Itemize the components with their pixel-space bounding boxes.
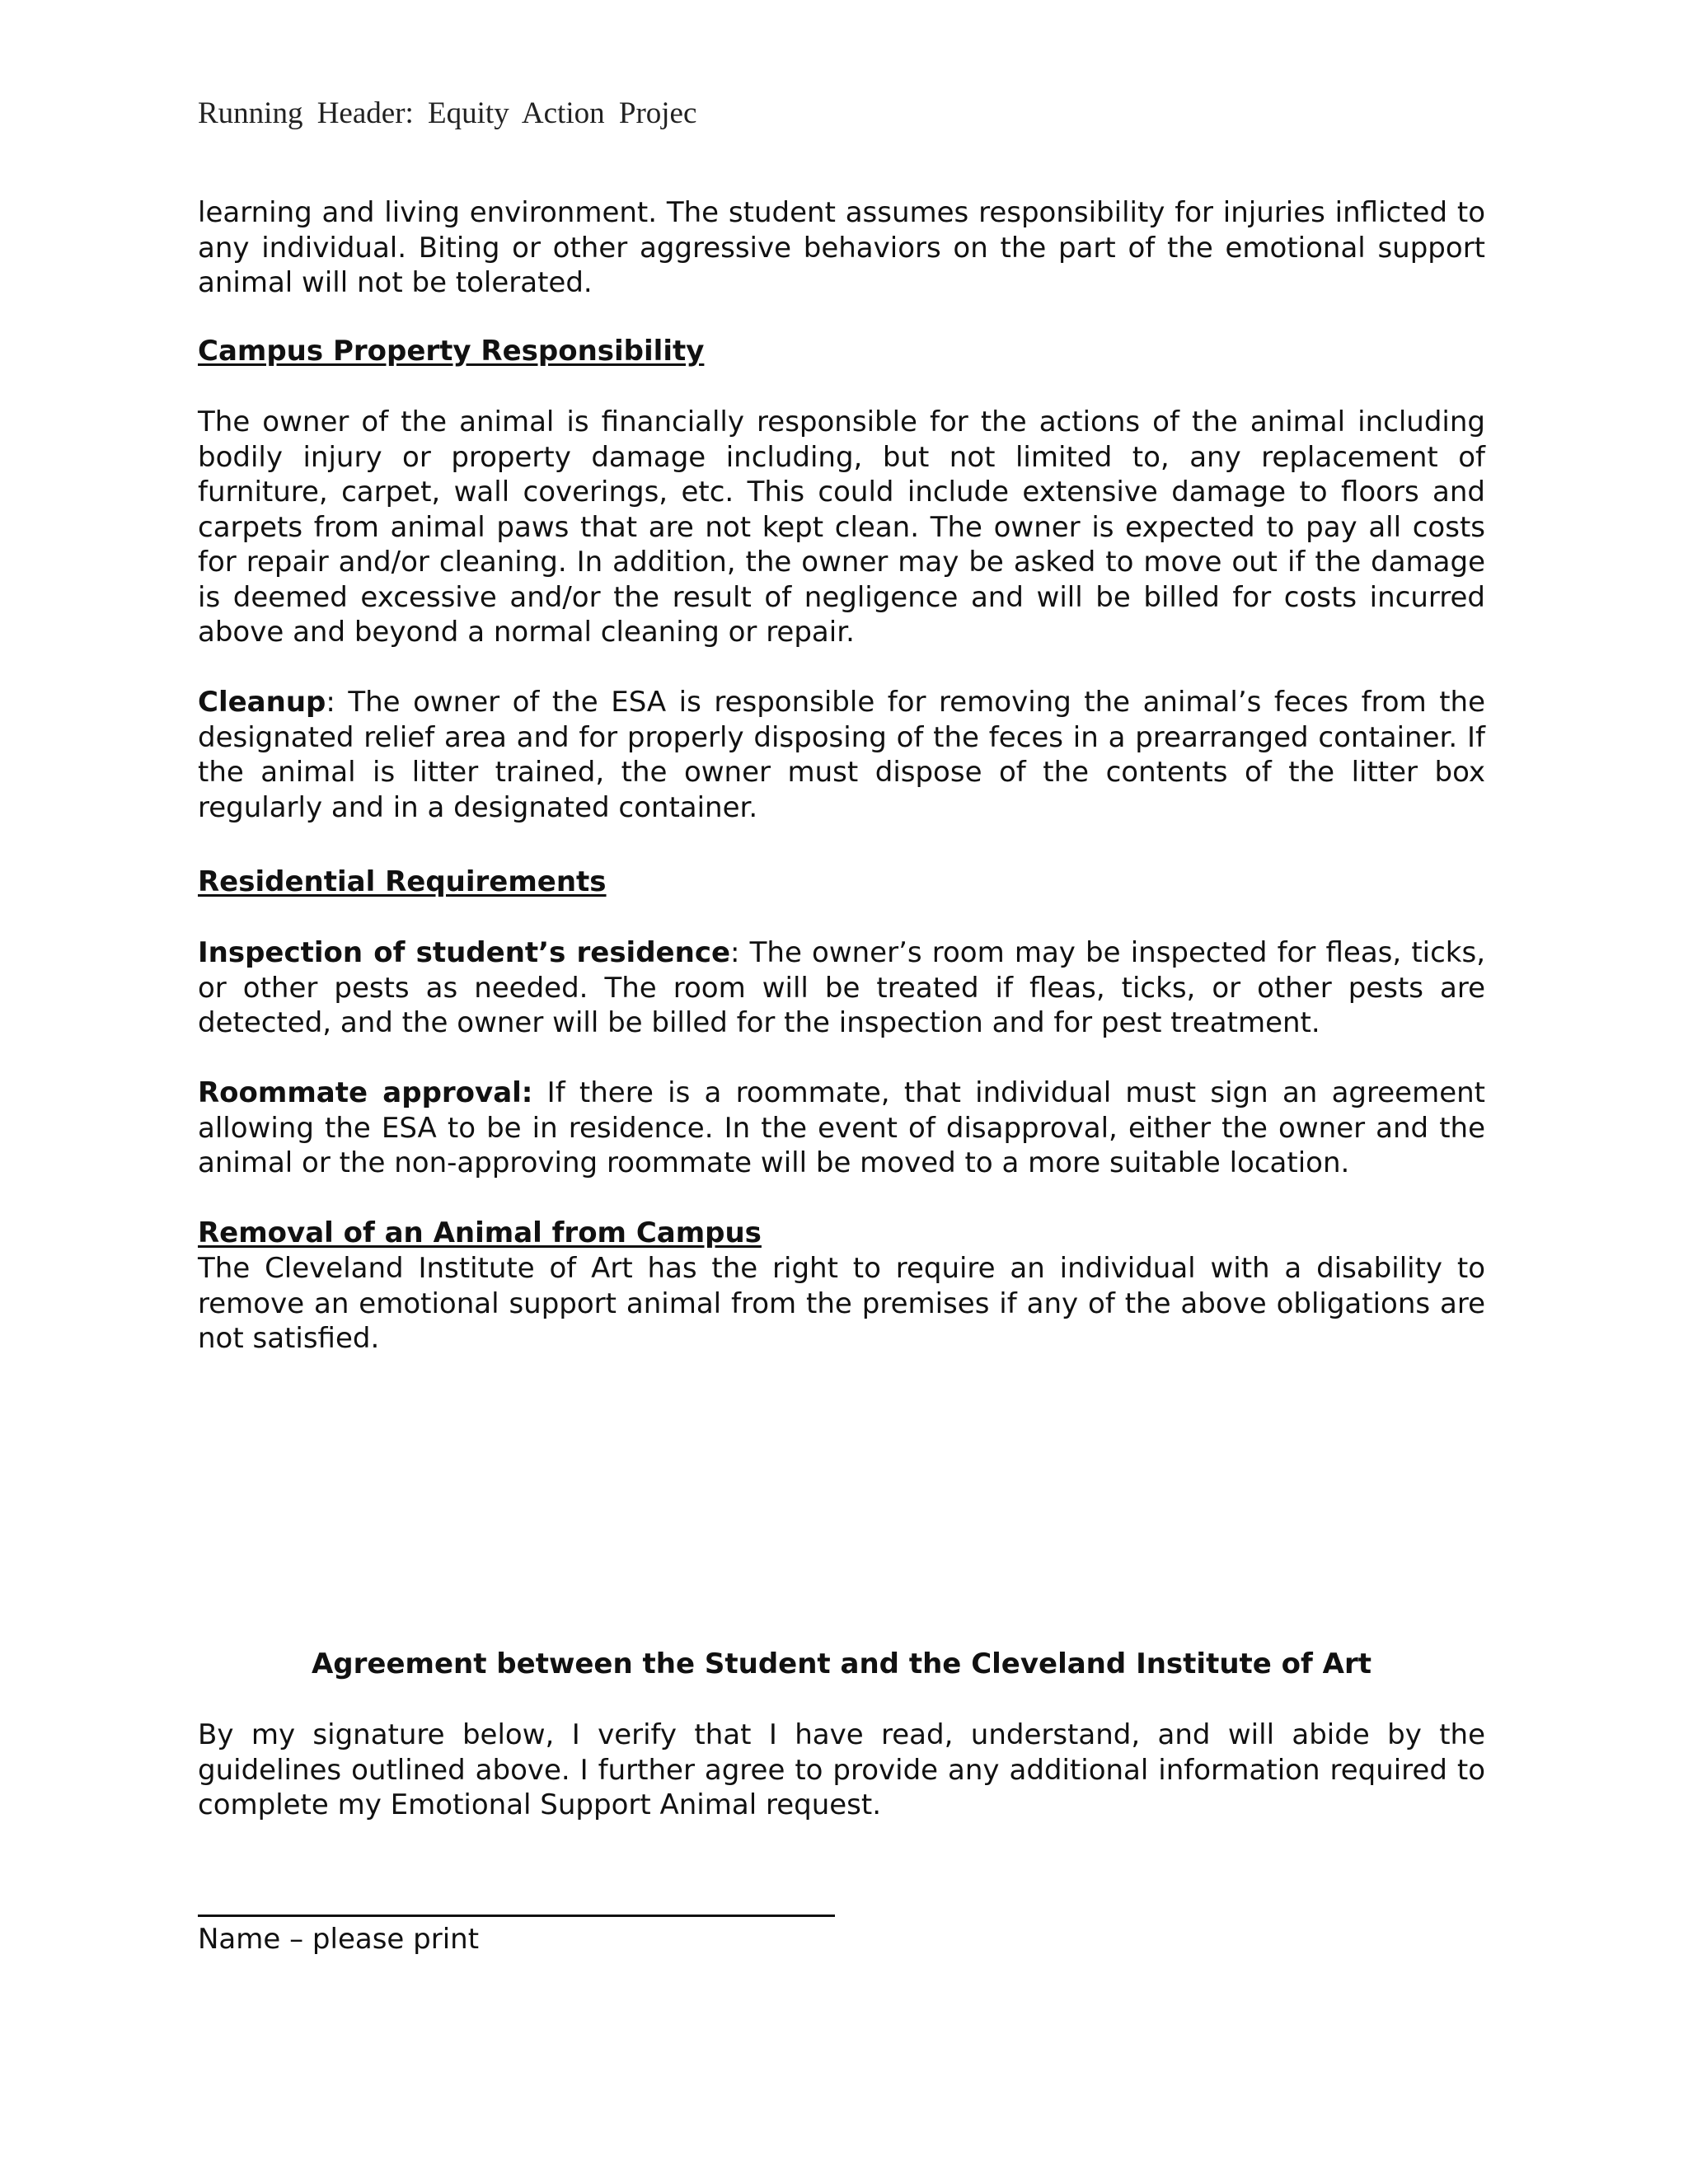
roommate-text: If there is a roommate, that individual must sign an agreement allowing the ESA to be in residence. In the event of disapproval, either the owner and the animal or the non-approving roommate will be moved to a more suitable location. (198, 1076, 1485, 1179)
campus-property-heading: Campus Property Responsibility (198, 335, 705, 368)
intro-paragraph: learning and living environment. The student assumes responsibility for injuries inflicted to any individual. Biting or other aggressive behaviors on the part of the emotional support animal will not be tolerated. (198, 196, 1485, 299)
cleanup-label: Cleanup (198, 686, 326, 719)
roommate-label: Roommate approval: (198, 1076, 533, 1109)
agreement-title: Agreement between the Student and the Cleveland Institute of Art (311, 1647, 1372, 1680)
roommate-paragraph (198, 1076, 1485, 1181)
residential-heading: Residential Requirements (198, 865, 607, 898)
inspection-text: : The owner’s room may be inspected for fleas, ticks, or other pests as needed. The room will be treated if fleas, ticks, or other pests are detected, and the owner will be billed for the inspection and for pest treatment. (198, 936, 1485, 1039)
cleanup-text: : The owner of the ESA is responsible for removing the animal’s feces from the designated relief area and for properly disposing of the feces in a prearranged container. If the animal is litter trained, the owner must dispose of the contents of the litter box regularly and in a designated container. (198, 686, 1485, 824)
running-header: Running Header: Equity Action Projec (198, 96, 697, 130)
agreement-paragraph: By my signature below, I verify that I have read, understand, and will abide by the guidelines outlined above. I further agree to provide any additional information required to complete my Emotional Support Animal request. (198, 1718, 1485, 1821)
inspection-label: Inspection of student’s residence (198, 936, 731, 969)
name-print-label: Name – please print (198, 1923, 480, 1956)
inspection-paragraph (198, 935, 1485, 1041)
campus-property-paragraph: The owner of the animal is financially responsible for the actions of the animal including bodily injury or property damage including, but not limited to, any replacement of furniture, carpet, wall coverings, etc. This could include extensive damage to floors and carpets from animal paws that are not kept clean. The owner is expected to pay all costs for repair and/or cleaning. In addition, the owner may be asked to move out if the damage is deemed excessive and/or the result of negligence and will be billed for costs incurred above and beyond a normal cleaning or repair. (198, 405, 1485, 649)
cleanup-paragraph (198, 685, 1485, 825)
removal-paragraph: The Cleveland Institute of Art has the right to require an individual with a disability to remove an emotional support animal from the premises if any of the above obligations are not satisfied. (198, 1252, 1485, 1355)
signature-line (198, 1915, 835, 1917)
removal-heading: Removal of an Animal from Campus (198, 1216, 762, 1249)
